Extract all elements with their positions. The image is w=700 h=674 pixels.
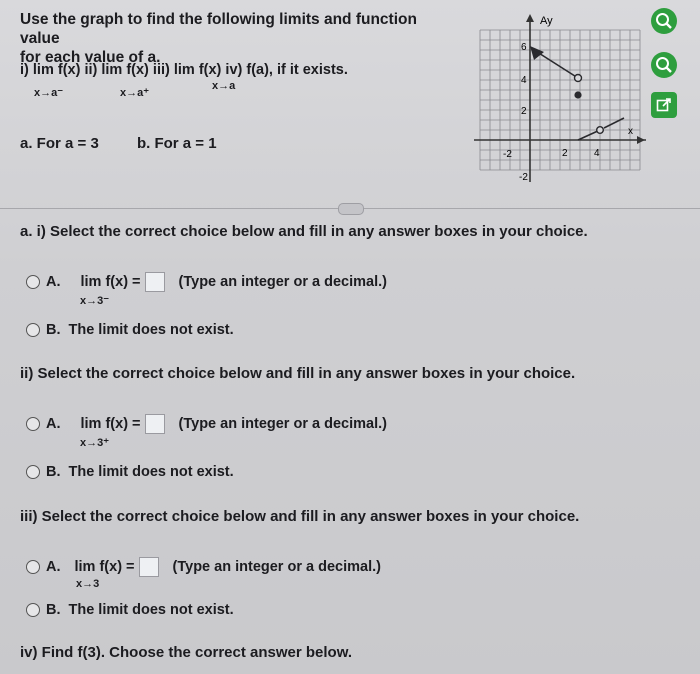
choice-text: The limit does not exist.	[68, 602, 234, 618]
section-iii-limit-sub: x→3	[76, 578, 100, 590]
part-b: b. For a = 1	[136, 135, 217, 152]
y-axis-label: Ay	[540, 15, 553, 27]
answer-box-ii[interactable]	[145, 414, 165, 434]
radio-ii-a[interactable]	[26, 417, 40, 431]
section-i-limit-sub: x→3⁻	[80, 295, 110, 307]
tick-x-2: 2	[562, 148, 568, 159]
section-ii-choice-a[interactable]	[26, 414, 387, 434]
tick-y-2: 2	[521, 106, 527, 117]
answer-box-iii[interactable]	[139, 557, 159, 577]
tick-y-6: 6	[521, 42, 527, 53]
hint-text: (Type an integer or a decimal.)	[178, 416, 387, 432]
limits-text: i) lim f(x) ii) lim f(x) iii) lim f(x) iv) f(a), if it exists.	[20, 62, 348, 78]
question-line-1: Use the graph to find the following limits and function value	[20, 11, 417, 47]
choice-label: A.	[46, 559, 61, 575]
x-axis-label: x	[628, 126, 633, 137]
section-i-prompt: a. i) Select the correct choice below and fill in any answer boxes in your choice.	[20, 223, 588, 240]
limit-expression: lim f(x) =	[80, 274, 141, 290]
limits-list	[20, 62, 348, 78]
limit-sub-two-sided: x→a	[212, 80, 236, 92]
section-iii-choice-b[interactable]	[26, 602, 234, 618]
choice-label: A.	[46, 274, 61, 290]
external-link-icon	[655, 96, 673, 114]
hint-text: (Type an integer or a decimal.)	[178, 274, 387, 290]
radio-i-b[interactable]	[26, 323, 40, 337]
question-line-2: for each value of a.	[20, 49, 161, 66]
choice-label: A.	[46, 416, 61, 432]
zoom-out-button[interactable]	[651, 52, 677, 78]
section-iii-prompt: iii) Select the correct choice below and fill in any answer boxes in your choice.	[20, 508, 580, 525]
part-a: a. For a = 3	[20, 135, 99, 152]
section-i-choice-a[interactable]	[26, 272, 387, 292]
section-i-choice-b[interactable]	[26, 322, 234, 338]
question-intro	[20, 10, 460, 67]
limit-sub-left: x→a⁻	[34, 87, 64, 99]
section-ii-prompt: ii) Select the correct choice below and fill in any answer boxes in your choice.	[20, 365, 576, 382]
choice-label: B.	[46, 602, 61, 618]
tick-y-4: 4	[521, 75, 527, 86]
choice-text: The limit does not exist.	[68, 322, 234, 338]
zoom-out-icon	[654, 55, 674, 75]
section-iv-prompt: iv) Find f(3). Choose the correct answer below.	[20, 644, 352, 661]
limit-expression: lim f(x) =	[80, 416, 141, 432]
zoom-in-icon	[654, 11, 674, 31]
section-ii-choice-b[interactable]	[26, 464, 234, 480]
choice-label: B.	[46, 464, 61, 480]
radio-i-a[interactable]	[26, 275, 40, 289]
radio-iii-a[interactable]	[26, 560, 40, 574]
tick-y-neg2: -2	[519, 172, 528, 183]
radio-iii-b[interactable]	[26, 603, 40, 617]
section-ii-limit-sub: x→3⁺	[80, 437, 110, 449]
tick-x-neg2: -2	[503, 149, 512, 160]
choice-text: The limit does not exist.	[68, 464, 234, 480]
radio-ii-b[interactable]	[26, 465, 40, 479]
open-new-window-button[interactable]	[651, 92, 677, 118]
divider-handle[interactable]	[338, 203, 364, 215]
tick-x-4: 4	[594, 148, 600, 159]
zoom-in-button[interactable]	[651, 8, 677, 34]
choice-label: B.	[46, 322, 61, 338]
section-iii-choice-a[interactable]	[26, 557, 381, 577]
limit-expression: lim f(x) =	[74, 559, 135, 575]
hint-text: (Type an integer or a decimal.)	[172, 559, 381, 575]
limit-sub-right: x→a⁺	[120, 87, 150, 99]
parts-row	[20, 135, 251, 152]
function-graph	[474, 12, 646, 184]
answer-box-i[interactable]	[145, 272, 165, 292]
